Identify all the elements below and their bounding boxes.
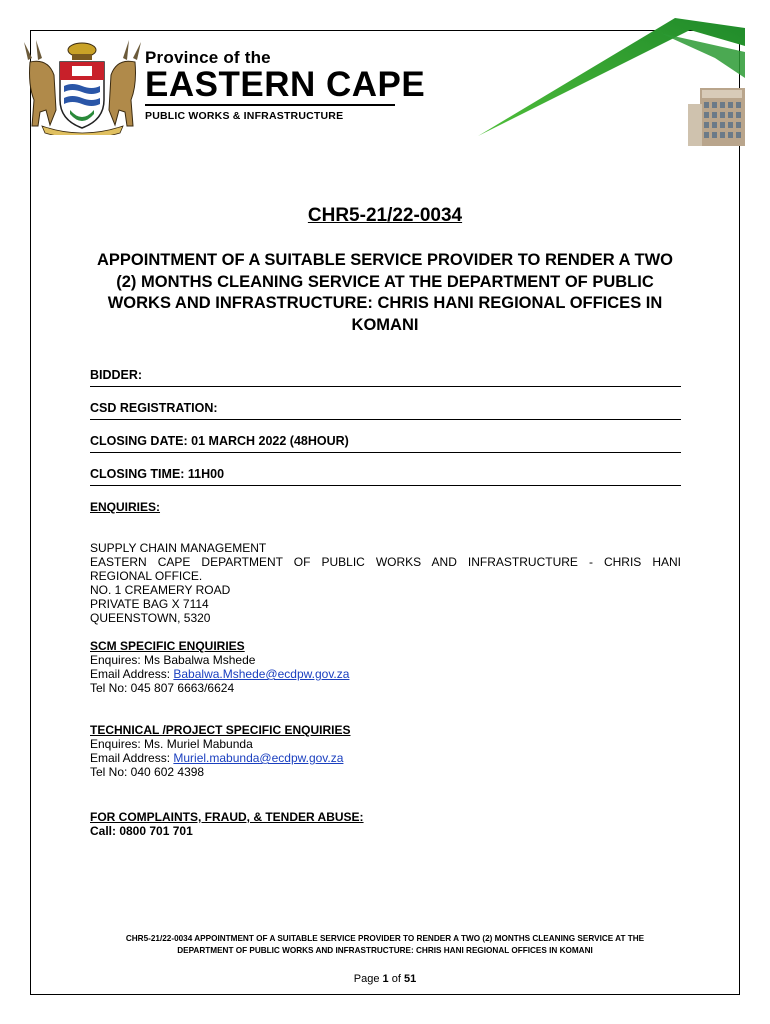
scm-enquiries [90,639,349,695]
scm-enquires: Enquires: Ms Babalwa Mshede [90,653,256,667]
technical-email-row [90,751,350,765]
technical-tel: Tel No: 040 602 4398 [90,765,205,779]
page-label: Page [353,973,383,985]
closing-time-field: CLOSING TIME: 11H00 [90,467,681,486]
technical-enquiries [90,723,350,779]
province-name: EASTERN CAPE [145,65,426,104]
footer-line: DEPARTMENT OF PUBLIC WORKS AND INFRASTRUCTURE: CHRIS HANI REGIONAL OFFICES IN KOMANI [177,946,593,955]
address-line: SUPPLY CHAIN MANAGEMENT [90,541,267,555]
page-current: 1 [382,973,389,985]
province-line: Province of the [145,48,271,67]
page-footer [70,933,700,957]
footer-line: CHR5-21/22-0034 APPOINTMENT OF A SUITABLE SERVICE PROVIDER TO RENDER A TWO (2) MONTHS CLEANING SERVICE AT THE [125,934,645,943]
email-label: Email Address: [90,751,174,765]
address-line: EASTERN CAPE DEPARTMENT OF PUBLIC WORKS AND INFRASTRUCTURE - CHRIS HANI [90,555,681,569]
brand-block [145,48,425,122]
technical-heading: TECHNICAL /PROJECT SPECIFIC ENQUIRIES [90,723,351,737]
technical-enquires: Enquires: Ms. Muriel Mabunda [90,737,253,751]
complaints-block [90,810,364,838]
department-name: PUBLIC WORKS & INFRASTRUCTURE [145,110,344,122]
scm-email-link[interactable]: Babalwa.Mshede@ecdpw.gov.za [173,667,350,681]
page-number [0,973,770,985]
address-line: REGIONAL OFFICE. [90,569,203,583]
bidder-field: BIDDER: [90,368,681,387]
csd-registration-field: CSD REGISTRATION: [90,401,681,420]
address-line: QUEENSTOWN, 5320 [90,611,211,625]
building-banner-icon [470,18,745,148]
scm-heading: SCM SPECIFIC ENQUIRIES [90,639,245,653]
address-line: PRIVATE BAG X 7114 [90,597,209,611]
coat-of-arms-icon [20,40,145,135]
address-line: NO. 1 CREAMERY ROAD [90,583,231,597]
address-block [90,541,681,625]
closing-date-field: CLOSING DATE: 01 MARCH 2022 (48HOUR) [90,434,681,453]
enquiries-heading: ENQUIRIES: [90,500,161,514]
page-of: of [388,973,404,985]
complaints-call: Call: 0800 701 701 [90,824,193,838]
technical-email-link[interactable]: Muriel.mabunda@ecdpw.gov.za [173,751,344,765]
scm-tel: Tel No: 045 807 6663/6624 [90,681,235,695]
page-total: 51 [403,973,417,985]
brand-divider [145,104,395,106]
scm-email-row [90,667,349,681]
tender-number: CHR5-21/22-0034 [307,205,463,226]
email-label: Email Address: [90,667,174,681]
complaints-heading: FOR COMPLAINTS, FRAUD, & TENDER ABUSE: [90,810,364,824]
tender-title: APPOINTMENT OF A SUITABLE SERVICE PROVIDER TO RENDER A TWO (2) MONTHS CLEANING SERVICE AT THE DEPARTMENT OF PUBLIC WORKS AND INFRASTRUCTURE: CHRIS HANI REGIONAL OFFICES IN KOMANI [96,251,673,334]
